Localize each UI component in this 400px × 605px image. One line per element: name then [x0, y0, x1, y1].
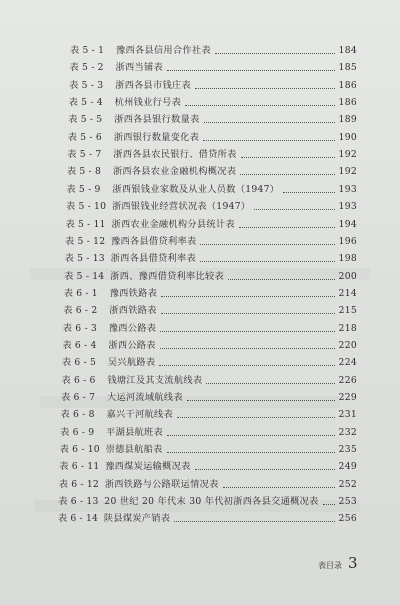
page-ref: 200 — [338, 270, 357, 282]
toc-entry — [66, 200, 357, 214]
table-number: 表 5 - 11 — [65, 218, 106, 230]
table-title: 浙西铁路与公路联运情况表 — [104, 478, 219, 490]
table-number: 表 6 - 6 — [61, 374, 96, 386]
table-title: 豫西铁路表 — [109, 287, 158, 299]
dot-leader — [200, 260, 335, 262]
table-number: 表 6 - 7 — [61, 392, 96, 403]
toc-entry — [66, 218, 358, 232]
dot-leader — [241, 156, 335, 158]
dot-leader — [223, 486, 335, 488]
page-ref: 252 — [338, 478, 357, 490]
dot-leader — [161, 295, 334, 297]
dot-leader — [195, 87, 335, 89]
page-ref: 193 — [338, 183, 357, 195]
table-number: 表 6 - 12 — [58, 478, 99, 490]
dot-leader — [167, 69, 335, 71]
toc-entry — [60, 443, 357, 457]
toc-entry — [63, 304, 357, 318]
table-title: 陕县煤炭产销表 — [103, 513, 171, 525]
dot-leader — [240, 173, 334, 175]
table-number: 表 6 - 11 — [59, 461, 100, 473]
table-title: 大运河流域航线表 — [107, 392, 183, 403]
table-title: 豫西煤炭运输概况表 — [105, 461, 191, 473]
toc-entry — [61, 408, 357, 422]
dot-leader — [228, 278, 335, 280]
dot-leader — [215, 52, 335, 54]
table-number: 表 5 - 12 — [65, 235, 106, 247]
toc-entry — [70, 61, 357, 75]
page-ref: 184 — [338, 45, 357, 56]
footer-label: 表目录 — [318, 561, 342, 570]
table-title: 浙西银钱业家数及从业人员数（1947） — [112, 183, 280, 195]
page-ref: 235 — [338, 444, 357, 456]
toc-entry — [69, 79, 357, 93]
page-ref: 192 — [338, 166, 357, 178]
dot-leader — [167, 451, 335, 453]
page-ref: 186 — [338, 97, 357, 109]
toc-entry — [67, 148, 357, 162]
dot-leader — [167, 434, 335, 436]
toc-entry — [59, 478, 357, 492]
table-title: 崇德县航船表 — [105, 444, 163, 456]
toc-entry — [63, 322, 357, 336]
toc-entry — [70, 44, 357, 58]
table-number: 表 5 - 4 — [68, 97, 103, 109]
table-title: 豫西各县借贷利率表 — [111, 235, 197, 247]
toc-entry — [68, 131, 357, 145]
table-number: 表 5 - 5 — [68, 114, 103, 126]
table-number: 表 6 - 3 — [62, 322, 97, 334]
page-ref: 190 — [338, 131, 357, 143]
dot-leader — [161, 312, 335, 314]
table-title: 豫西公路表 — [108, 322, 157, 334]
dot-leader — [187, 399, 335, 401]
table-title: 浙西公路表 — [108, 339, 156, 351]
table-title: 20 世纪 20 年代末 30 年代初浙西各县交通概况表 — [104, 496, 319, 508]
table-number: 表 6 - 9 — [60, 426, 95, 438]
toc-entry — [59, 460, 357, 474]
dot-leader — [204, 121, 335, 123]
table-title: 浙西银钱业经营状况表（1947） — [111, 201, 251, 213]
toc-entry — [60, 426, 357, 440]
page-ref: 226 — [338, 374, 357, 386]
dot-leader — [160, 330, 334, 332]
table-title: 浙西各县农业金融机构概况表 — [112, 166, 237, 178]
toc-entry — [61, 374, 357, 388]
table-title: 浙西、豫西借贷利率比较表 — [110, 270, 224, 282]
toc-entry — [65, 252, 357, 266]
dot-leader — [160, 347, 335, 349]
table-number: 表 6 - 14 — [57, 513, 99, 525]
dot-leader — [174, 520, 334, 522]
toc-entry — [58, 512, 357, 526]
page-ref: 192 — [338, 149, 357, 161]
toc-entry — [64, 270, 357, 284]
toc-entry — [62, 339, 357, 353]
toc-entry — [66, 183, 357, 197]
page-ref: 249 — [338, 461, 357, 473]
page-ref: 224 — [338, 357, 357, 369]
page-footer — [318, 554, 358, 572]
page-ref: 198 — [338, 253, 357, 265]
table-title: 浙西当铺表 — [115, 62, 163, 74]
table-title: 浙西各县借贷利率表 — [110, 253, 196, 265]
page-ref: 189 — [338, 114, 357, 126]
table-title: 豫西各县信用合作社表 — [116, 45, 211, 56]
dot-leader — [177, 416, 335, 418]
table-title: 浙西各县银行数量表 — [114, 114, 200, 126]
page-ref: 194 — [338, 218, 357, 230]
dot-leader — [254, 208, 334, 210]
dot-leader — [195, 468, 335, 470]
toc-entry — [64, 287, 357, 301]
dot-leader — [206, 382, 334, 384]
table-number: 表 6 - 8 — [60, 409, 95, 421]
page-ref: 220 — [338, 339, 357, 351]
table-number: 表 5 - 13 — [64, 253, 105, 265]
dot-leader — [185, 104, 334, 106]
page-ref: 232 — [338, 426, 357, 438]
table-title: 浙西银行数量变化表 — [113, 131, 200, 143]
page-ref: 256 — [338, 513, 357, 525]
dot-leader — [239, 226, 335, 228]
table-title: 浙西铁路表 — [109, 305, 157, 317]
page-ref: 186 — [338, 79, 357, 91]
table-title: 浙西农业金融机构分县统计表 — [111, 218, 235, 230]
table-title: 平湖县航班表 — [106, 426, 164, 438]
page-number: 3 — [348, 554, 358, 572]
table-number: 表 5 - 9 — [66, 183, 101, 195]
toc-entry — [67, 165, 357, 179]
toc-entry — [65, 235, 357, 249]
table-number: 表 6 - 4 — [62, 339, 97, 351]
toc-entry — [58, 495, 357, 509]
table-number: 表 5 - 3 — [69, 79, 104, 91]
page-ref: 215 — [338, 305, 357, 317]
table-number: 表 5 - 6 — [67, 131, 102, 143]
toc-entry — [68, 113, 357, 127]
table-number: 表 5 - 14 — [64, 270, 105, 282]
table-title: 杭州钱业行号表 — [114, 97, 182, 109]
table-number: 表 5 - 8 — [66, 166, 101, 178]
page-ref: 253 — [338, 496, 357, 508]
table-title: 吴兴航路表 — [107, 357, 156, 369]
page-ref: 218 — [338, 322, 357, 334]
page-ref: 214 — [338, 287, 357, 299]
table-number: 表 5 - 10 — [65, 201, 107, 213]
toc-entry — [69, 96, 357, 110]
toc-entry — [62, 356, 357, 370]
dot-leader — [200, 243, 334, 245]
dot-leader — [203, 139, 334, 141]
page-ref: 196 — [338, 235, 357, 247]
table-title: 浙西各县市钱庄表 — [115, 79, 191, 91]
table-number: 表 5 - 2 — [69, 62, 104, 74]
dot-leader — [283, 191, 334, 193]
page-ref: 231 — [338, 409, 357, 421]
table-number: 表 6 - 1 — [63, 287, 98, 299]
toc-entry — [61, 391, 357, 405]
page-ref: 229 — [338, 392, 357, 403]
dot-leader — [323, 503, 335, 505]
table-number: 表 5 - 7 — [67, 149, 102, 161]
table-number: 表 6 - 13 — [58, 496, 99, 508]
table-number: 表 6 - 2 — [63, 305, 98, 317]
table-title: 嘉兴干河航线表 — [106, 409, 173, 421]
dot-leader — [159, 364, 334, 366]
table-number: 表 5 - 1 — [70, 45, 105, 56]
table-number: 表 6 - 5 — [61, 357, 97, 369]
page-ref: 193 — [338, 201, 357, 213]
table-title: 浙西各县农民银行、借贷所表 — [113, 149, 237, 161]
table-number: 表 6 - 10 — [59, 444, 100, 456]
table-title: 钱塘江及其支流航线表 — [107, 374, 203, 386]
page-ref: 185 — [338, 62, 357, 74]
